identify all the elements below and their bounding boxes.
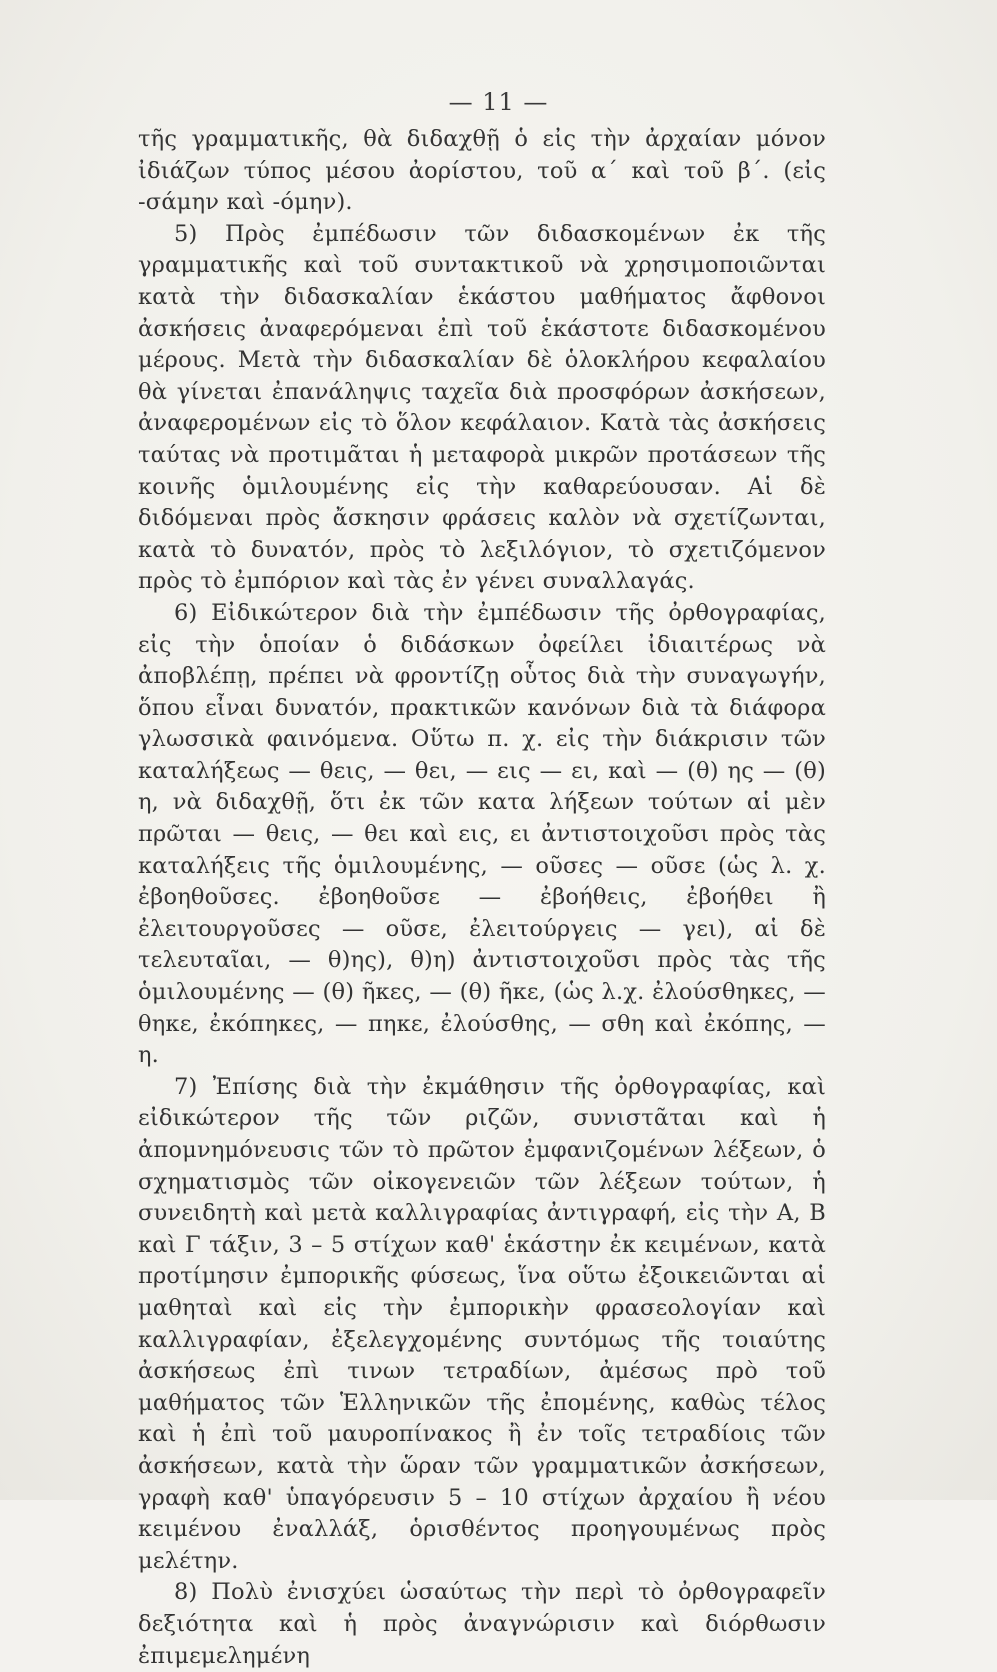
- paragraph-5: 5) Πρὸς ἐμπέδωσιν τῶν διδασκομένων ἐκ τῆς γραμματικῆς καὶ τοῦ συντακτικοῦ νὰ χρησιμοποιῶνται κατὰ τὴν διδασκαλίαν ἑκάστου μαθήματος ἄφθονοι ἀσκήσεις ἀναφερόμεναι ἐπὶ τοῦ ἑκάστοτε διδασκομένου μέρους. Μετὰ τὴν διδασκαλίαν δὲ ὁλοκλήρου κεφαλαίου θὰ γίνεται ἐπανάληψις ταχεῖα διὰ προσφόρων ἀσκήσεων, ἀναφερομένων εἰς τὸ ὅλον κεφάλαιον. Κατὰ τὰς ἀσκήσεις ταύτας νὰ προτιμᾶται ἡ μεταφορὰ μικρῶν προτάσεων τῆς κοινῆς ὁμιλουμένης εἰς τὴν καθαρεύουσαν. Αἱ δὲ διδόμεναι πρὸς ἄσκησιν φράσεις καλὸν νὰ σχετίζωνται, κατὰ τὸ δυνατόν, πρὸς τὸ λεξιλόγιον, τὸ σχετιζόμενον πρὸς τὸ ἐμπόριον καὶ τὰς ἐν γένει συναλλαγάς.: [138, 220, 826, 595]
- body-text: [138, 124, 826, 1672]
- paragraph-8: 8) Πολὺ ἐνισχύει ὡσαύτως τὴν περὶ τὸ ὀρθογραφεῖν δεξιότητα καὶ ἡ πρὸς ἀναγνώρισιν καὶ διόρθωσιν ἐπιμεμελημένη: [138, 1579, 826, 1669]
- paragraph-7: 7) Ἐπίσης διὰ τὴν ἐκμάθησιν τῆς ὀρθογραφίας, καὶ εἰδικώτερον τῆς τῶν ριζῶν, συνιστᾶται καὶ ἡ ἀπομνημόνευσις τῶν τὸ πρῶτον ἐμφανιζομένων λέξεων, ὁ σχηματισμὸς τῶν οἰκογενειῶν τῶν λέξεων τούτων, ἡ συνειδητὴ καὶ μετὰ καλλιγραφίας ἀντιγραφή, εἰς τὴν Α, Β καὶ Γ τάξιν, 3 – 5 στίχων καθ' ἑκάστην ἐκ κειμένων, κατὰ προτίμησιν ἐμπορικῆς φύσεως, ἵνα οὕτω ἐξοικειῶνται αἱ μαθηταὶ καὶ εἰς τὴν ἐμπορικὴν φρασεολογίαν καὶ καλλιγραφίαν, ἐξελεγχομένης συντόμως τῆς τοιαύτης ἀσκήσεως ἐπὶ τινων τετραδίων, ἀμέσως πρὸ τοῦ μαθήματος τῶν Ἑλληνικῶν τῆς ἐπομένης, καθὼς τέλος καὶ ἡ ἐπὶ τοῦ μαυροπίνακος ἢ ἐν τοῖς τετραδίοις τῶν ἀσκήσεων, κατὰ τὴν ὥραν τῶν γραμματικῶν ἀσκήσεων, γραφὴ καθ' ὑπαγόρευσιν 5 – 10 στίχων ἀρχαίου ἢ νέου κειμένου ἐναλλάξ, ὁρισθέντος προηγουμένως πρὸς μελέτην.: [138, 1073, 826, 1574]
- page-number: — 11 —: [448, 88, 549, 116]
- paragraph-continuation: τῆς γραμματικῆς, θὰ διδαχθῇ ὁ εἰς τὴν ἀρχαίαν μόνον ἰδιάζων τύπος μέσου ἀορίστου, τοῦ α΄ καὶ τοῦ β΄. (εἰς -σάμην καὶ -όμην).: [138, 126, 826, 216]
- paragraph-6: 6) Εἰδικώτερον διὰ τὴν ἐμπέδωσιν τῆς ὀρθογραφίας, εἰς τὴν ὁποίαν ὁ διδάσκων ὀφείλει ἰδιαιτέρως νὰ ἀποβλέπῃ, πρέπει νὰ φροντίζῃ οὗτος διὰ τὴν συναγωγήν, ὅπου εἶναι δυνατόν, πρακτικῶν κανόνων διὰ τὰ διάφορα γλωσσικὰ φαινόμενα. Οὕτω π. χ. εἰς τὴν διάκρισιν τῶν καταλήξεως — θεις, — θει, — εις — ει, καὶ — (θ) ης — (θ) η, νὰ διδαχθῇ, ὅτι ἐκ τῶν κατα λήξεων τούτων αἱ μὲν πρῶται — θεις, — θει καὶ εις, ει ἀντιστοιχοῦσι πρὸς τὰς καταλήξεις τῆς ὁμιλουμένης, — οῦσες — οῦσε (ὡς λ. χ. ἐβοηθοῦσες. ἐβοηθοῦσε — ἐβοήθεις, ἐβοήθει ἢ ἐλειτουργοῦσες — οῦσε, ἐλειτούργεις — γει), αἱ δὲ τελευταῖαι, — θ)ης), θ)η) ἀντιστοιχοῦσι πρὸς τὰς τῆς ὁμιλουμένης — (θ) ῆκες, — (θ) ῆκε, (ὡς λ.χ. ἐλούσθηκες, — θηκε, ἐκόπηκες, — πηκε, ἐλούσθης, — σθη καὶ ἐκόπης, — η.: [138, 599, 826, 1069]
